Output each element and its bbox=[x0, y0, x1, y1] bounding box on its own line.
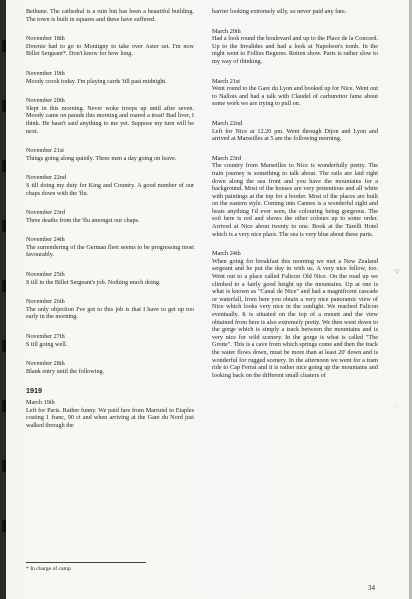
binding-hole bbox=[2, 400, 6, 412]
year-heading: 1919 bbox=[26, 386, 42, 396]
entry-date: November 18th bbox=[26, 35, 65, 43]
diary-entry bbox=[26, 298, 194, 321]
binding-strip bbox=[0, 0, 6, 599]
diary-entry bbox=[212, 120, 378, 143]
diary-entry bbox=[26, 399, 194, 429]
diary-entry bbox=[212, 250, 378, 379]
entry-text: Downie had to go to Montigny to take over Aster set. I'm now Billet Sergeant*. Don't know for how long. bbox=[26, 42, 194, 58]
diary-entry bbox=[212, 155, 378, 239]
binding-hole bbox=[2, 100, 6, 112]
diary-entry bbox=[212, 28, 378, 66]
diary-entry bbox=[26, 70, 194, 85]
binding-hole bbox=[2, 520, 6, 532]
entry-date: November 27th bbox=[26, 333, 65, 341]
entry-date: November 20th bbox=[26, 97, 65, 105]
diary-entry bbox=[26, 360, 194, 375]
binding-hole bbox=[2, 220, 6, 232]
footnote-rule bbox=[26, 562, 146, 563]
entry-date: November 25th bbox=[26, 271, 65, 279]
margin-mark: · bbox=[394, 404, 396, 410]
entry-text: The only objection I've got to this job is that I have to get up too early in the morning. bbox=[26, 305, 194, 321]
entry-text: Went round to the Gare du Lyon and booked up for Nice. Went out to Nallois and had a talk with Claudel of carburettor fame about some work we are trying to pull on. bbox=[212, 85, 378, 108]
diary-entry bbox=[26, 271, 194, 286]
binding-hole bbox=[2, 280, 6, 292]
entry-date: November 26th bbox=[26, 298, 65, 306]
page-number: 34 bbox=[368, 584, 375, 592]
entry-date: March 22nd bbox=[212, 119, 243, 127]
binding-hole bbox=[2, 340, 6, 352]
entry-date: March 24th bbox=[212, 250, 241, 258]
entry-text: Slept in this morning. Never woke troops up until after seven. Moody came on parade this morning and roared a treat! Bad liver, I think. He hasn't said anything to me yet. Suppose my turn will be next. bbox=[26, 104, 194, 135]
entry-text: Bethune. The cathedral is a ruin but has been a beautiful building. The town is built in squares and these have suffered. bbox=[26, 8, 194, 23]
entry-text: S till in the Billet Sergeant's job. Nothing much doing. bbox=[26, 278, 161, 286]
entry-text: The surrendering of the German fleet seems to be progressing most favourably. bbox=[26, 243, 194, 259]
entry-date: March 19th bbox=[26, 399, 55, 406]
diary-entry bbox=[212, 8, 378, 16]
binding-hole bbox=[2, 460, 6, 472]
binding-hole bbox=[2, 160, 6, 172]
entry-text: S till going well. bbox=[26, 340, 68, 348]
diary-entry bbox=[26, 236, 194, 259]
entry-date: November 21st bbox=[26, 147, 64, 155]
entry-text: Things going along quietly. Three men a day going on leave. bbox=[26, 154, 177, 162]
entry-text: S till doing my duty for King and Country. A good number of our chaps down with the 'flu. bbox=[26, 181, 194, 197]
entry-date: March 21st bbox=[212, 77, 241, 85]
diary-entry bbox=[212, 78, 378, 108]
entry-text: Blank entry until the following. bbox=[26, 367, 105, 375]
entry-text: Left for Paris. Rather funny. We paid fare from Marruiel to Etaples costing 1 franc, 90 ct and when arriving at the Gare du Nord just walked through the bbox=[26, 406, 194, 429]
entry-date: March 20th bbox=[212, 27, 241, 35]
diary-entry bbox=[26, 333, 194, 348]
entry-date: March 23rd bbox=[212, 154, 242, 162]
entry-date: November 19th bbox=[26, 69, 65, 77]
left-column bbox=[26, 8, 194, 441]
margin-mark: ·¡· bbox=[394, 268, 400, 274]
entry-date: November 23rd bbox=[26, 209, 66, 217]
footnote: * In charge of camp bbox=[26, 566, 71, 572]
entry-date: November 28th bbox=[26, 360, 65, 368]
entry-text: Left for Nice at 12.20 pm. Went through Dijon and Lyon and arrived at Marseilles at 5 am the following morning. bbox=[212, 127, 378, 143]
diary-entry bbox=[26, 174, 194, 197]
entry-text: Three deaths from the 'flu amongst our chaps. bbox=[26, 216, 140, 224]
entry-text: The country from Marseilles to Nice is wonderfully pretty. The train journey is something to talk about. The rails are laid right down along the sea front and you have the mountains for a background. Most of the houses are very pretentious and all white with paintings at the top for a border. Most of the places are built on the eastern style. Coming into Cannes is a wonderful sight and beats anything I'd ever seen, the colouring being gorgeous. The soil here is red and shows the other colours up to some order. Arrived at Nice about twenty to one. Book at the Tarelli Hotel which is a very nice place. The sea is very blue about these parts. bbox=[212, 162, 378, 238]
right-column bbox=[212, 8, 378, 391]
entry-date: November 22nd bbox=[26, 174, 67, 182]
diary-entry bbox=[26, 8, 194, 23]
entry-date: November 24th bbox=[26, 236, 65, 244]
entry-text: Had a look round the boulevard and up to the Place de la Concord. Up to the Invalides and had a look at Napoleon's tomb. In the night went to Follies Begeres. Rotten show. Paris is rather slow to my way of thinking. bbox=[212, 35, 378, 65]
diary-entry bbox=[26, 35, 194, 58]
entry-text: Moody crook today. I'm playing cards 'till past midnight. bbox=[26, 77, 167, 85]
binding-hole bbox=[2, 40, 6, 52]
entry-text: barrier looking extremely silly, so never paid any fare. bbox=[212, 8, 347, 15]
entry-text: When going for breakfast this morning we met a New Zealand sergeant and he put the day in with us. A very nice fellow, too. Went out to a place called Falicon Old Nice. On the road up we climbed to a fairly good height up the mountains. Up at one is what is known as "Canal de Nice" and had a magnificent cascade or waterfall, from here you obtain a very nice panoramic view of Nice which looks very nice in the sunlight. We reached Falicon eventually. It is situated on the top of a mount and the view obtained from here is also extremely pretty. We then went down to the gorge which is simply a track between the mountains and is very nice for wild scenery. In the gorge is what is called "The Grotte". This is a cave from which springs come and then the track the water flows down, must be more than at least 20' down and is wonderful for rugged scenery. In the afternoon we went for a tram ride to Cap Ferrat and it is rather nice going up the mountains and looking back on the different small clusters of bbox=[212, 257, 378, 379]
diary-entry bbox=[26, 209, 194, 224]
diary-entry bbox=[26, 147, 194, 162]
diary-entry bbox=[26, 97, 194, 135]
